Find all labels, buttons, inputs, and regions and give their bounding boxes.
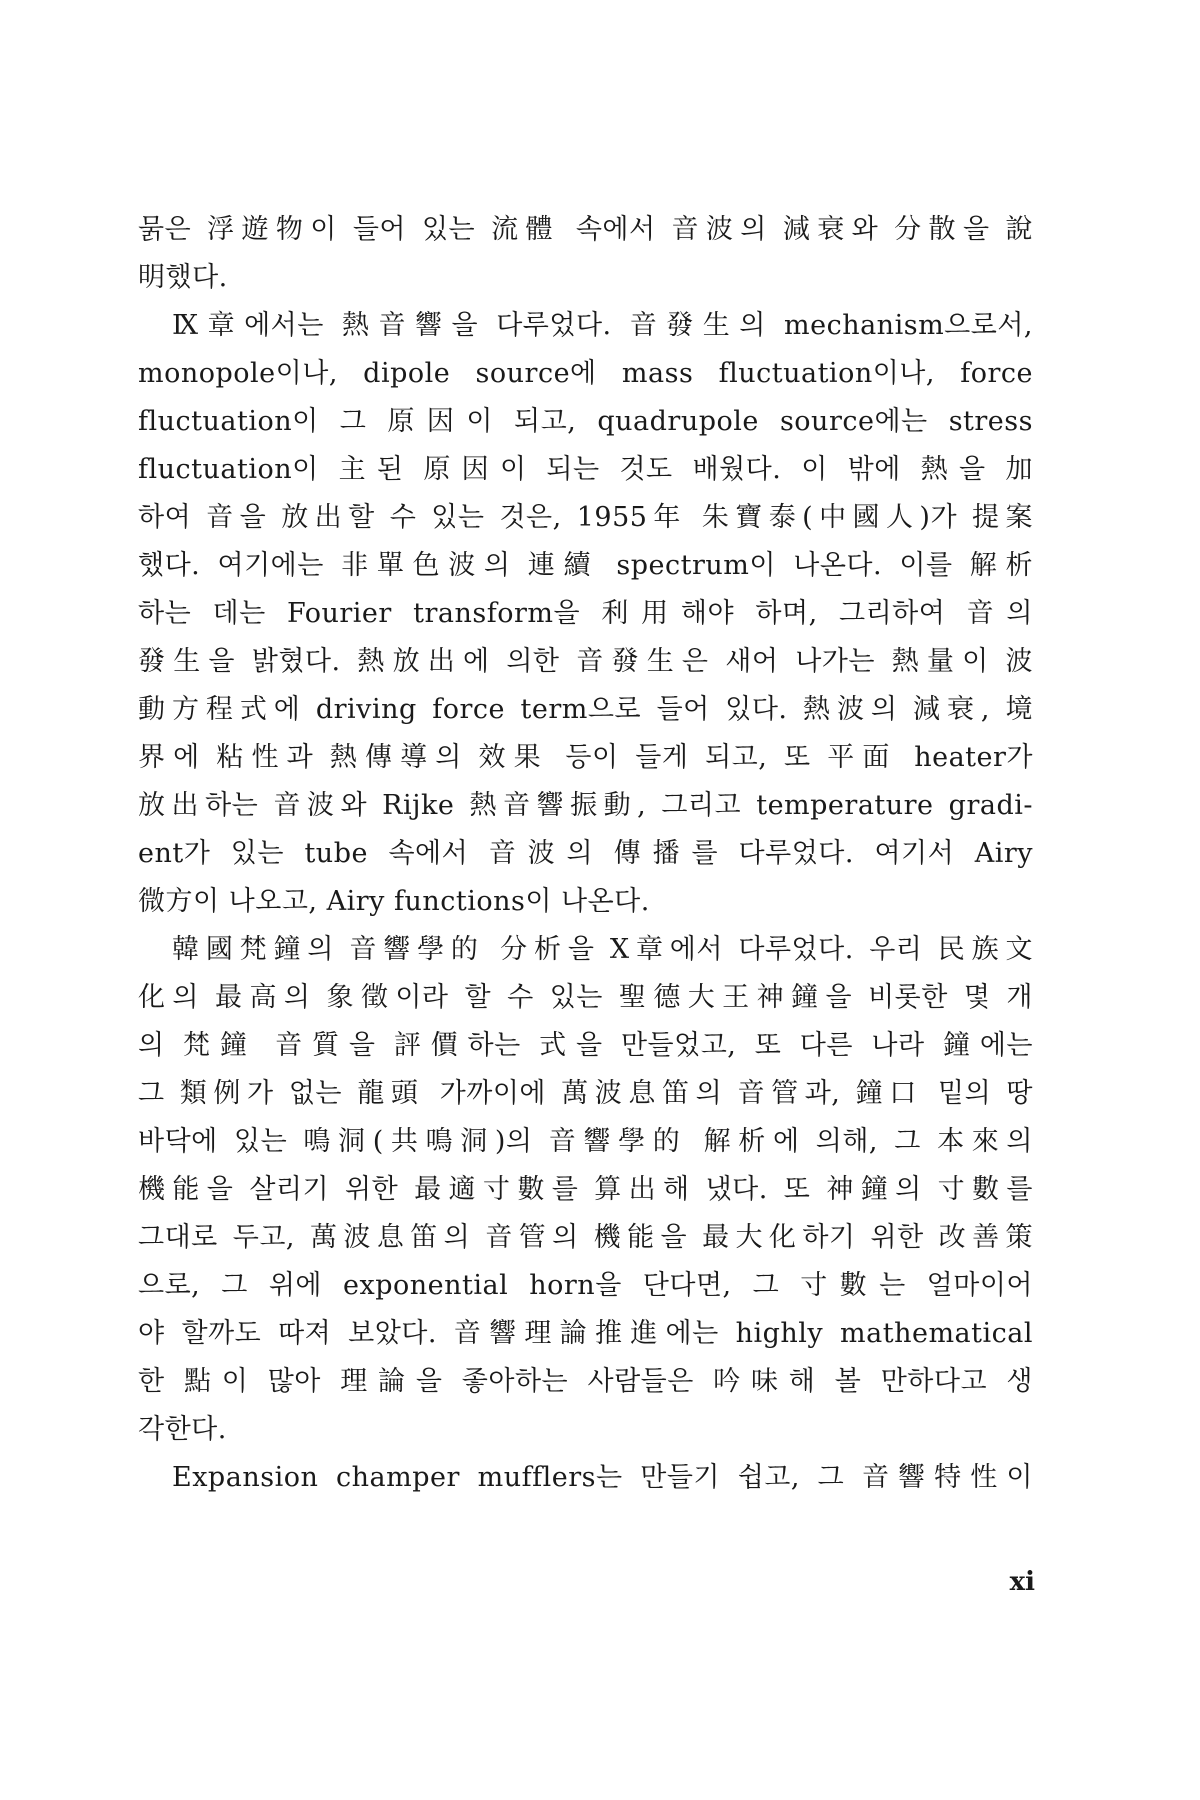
text-line: 으로, 그 위에 exponential horn을 단다면, 그 寸數는 얼마이어 [138,1270,1033,1301]
text-line: 微方이 나오고, Airy functions이 나온다. [138,886,650,917]
text-line: 明했다. [138,262,228,293]
page-number: xi [1009,1567,1035,1597]
text-line: 각한다. [138,1414,227,1445]
text-line: 묽은 浮遊物이 들어 있는 流體 속에서 音波의 減衰와 分散을 說 [138,214,1033,245]
text-line: 한 點이 많아 理論을 좋아하는 사람들은 吟味해 볼 만하다고 생 [138,1366,1033,1397]
text-line: 放出하는 音波와 Rijke 熱音響振動, 그리고 temperature gradi- [138,790,1033,821]
text-line: 그대로 두고, 萬波息笛의 音管의 機能을 最大化하기 위한 改善策 [138,1222,1033,1253]
text-line: 의 梵鐘 音質을 評價하는 式을 만들었고, 또 다른 나라 鐘에는 [138,1030,1033,1061]
text-line: 界에 粘性과 熱傳導의 效果 등이 들게 되고, 또 平面 heater가 [138,742,1033,773]
text-line: Expansion champer mufflers는 만들기 쉽고, 그 音響特性이 [172,1462,1033,1493]
text-line: fluctuation이 主된 原因이 되는 것도 배웠다. 이 밖에 熱을 加 [138,454,1033,485]
text-line: 바닥에 있는 鳴洞(共鳴洞)의 音響學的 解析에 의해, 그 本來의 [138,1126,1033,1157]
text-line: 發生을 밝혔다. 熱放出에 의한 音發生은 새어 나가는 熱量이 波 [138,646,1033,677]
text-line: ent가 있는 tube 속에서 音波의 傳播를 다루었다. 여기서 Airy [138,838,1033,869]
text-line: monopole이나, dipole source에 mass fluctuation이나, force [138,358,1033,389]
text-line: Ⅸ章에서는 熱音響을 다루었다. 音發生의 mechanism으로서, [172,310,1033,341]
text-line: 하여 音을 放出할 수 있는 것은, 1955年 朱寶泰(中國人)가 提案 [138,502,1033,533]
text-line: 하는 데는 Fourier transform을 利用해야 하며, 그리하여 音의 [138,598,1033,629]
text-line: 했다. 여기에는 非單色波의 連續 spectrum이 나온다. 이를 解析 [138,550,1033,581]
text-line: 韓國梵鐘의 音響學的 分析을 Ⅹ章에서 다루었다. 우리 民族文 [172,934,1033,965]
body-text [138,206,1033,1502]
text-line: fluctuation이 그 原因이 되고, quadrupole source에는 stress [138,406,1033,437]
text-line: 動方程式에 driving force term으로 들어 있다. 熱波의 減衰, 境 [138,694,1033,725]
text-line: 化의 最高의 象徵이라 할 수 있는 聖德大王神鐘을 비롯한 몇 개 [138,982,1033,1013]
text-line: 야 할까도 따져 보았다. 音響理論推進에는 highly mathematical [138,1318,1033,1349]
text-line: 機能을 살리기 위한 最適寸數를 算出해 냈다. 또 神鐘의 寸數를 [138,1174,1033,1205]
text-line: 그 類例가 없는 龍頭 가까이에 萬波息笛의 音管과, 鐘口 밑의 땅 [138,1078,1033,1109]
